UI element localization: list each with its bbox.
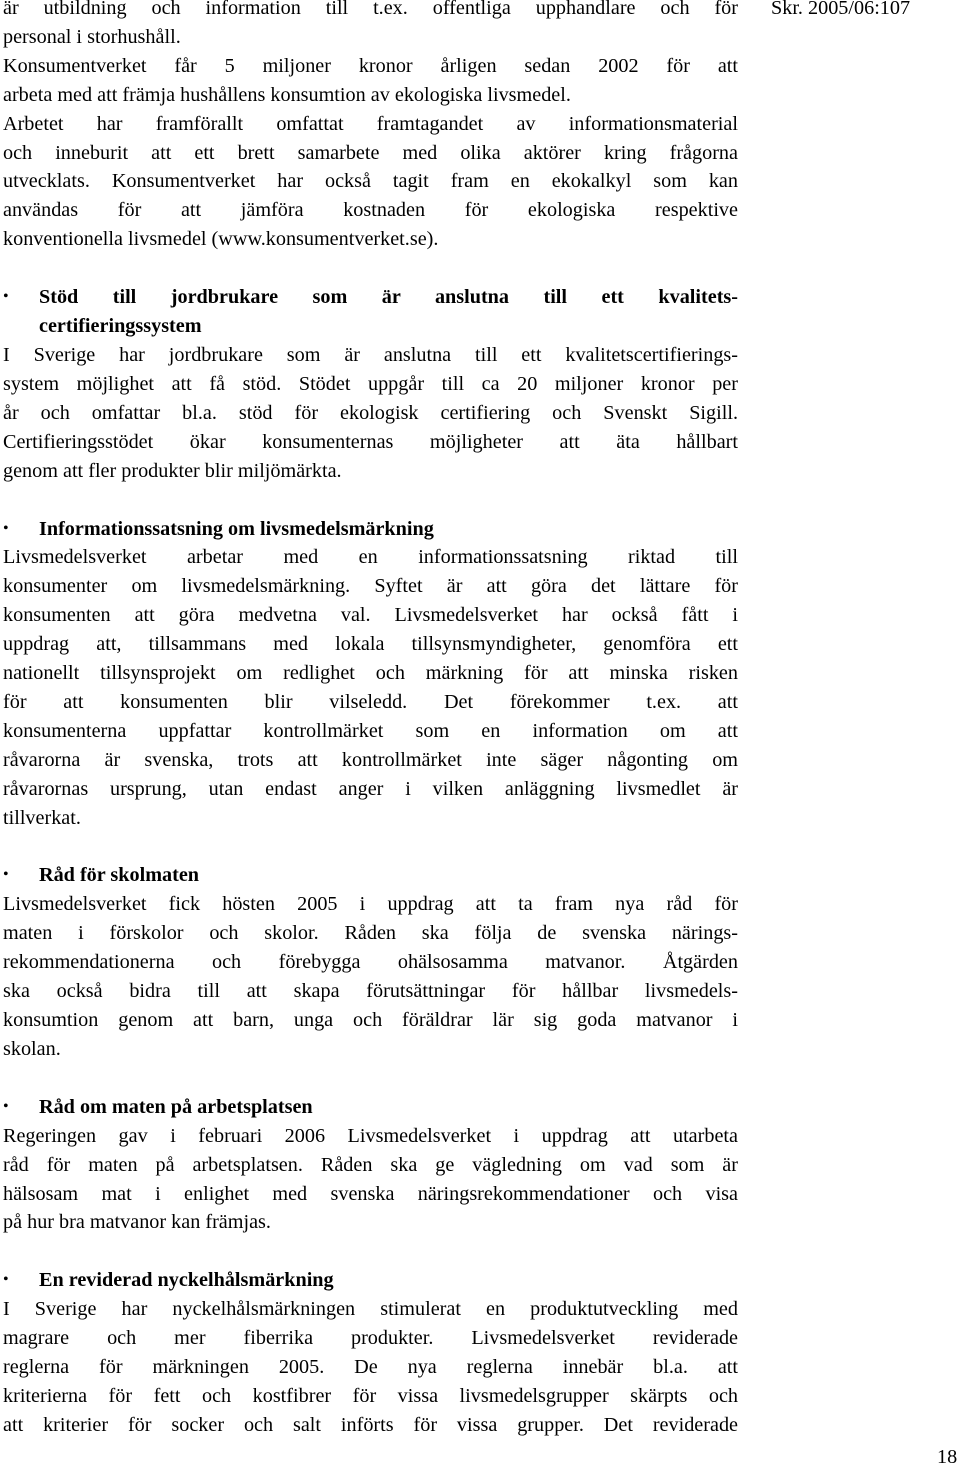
body-line: på hur bra matvanor kan främjas. bbox=[3, 1211, 271, 1234]
intro-line: arbeta med att främja hushållens konsumtion av ekologiska livsmedel. bbox=[3, 83, 571, 106]
heading-line: Stöd till jordbrukare som är anslutna till ett kvalitets- bbox=[39, 286, 738, 309]
intro-line: Konsumentverket får 5 miljoner kronor årligen sedan 2002 för att bbox=[3, 54, 738, 77]
body-line: genom att fler produkter blir miljömärkta. bbox=[3, 459, 342, 482]
section-body bbox=[3, 890, 738, 1063]
body-line: Livsmedelsverket fick hösten 2005 i uppdrag att ta fram nya råd för bbox=[3, 893, 738, 916]
body-line: råvarornas ursprung, utan endast anger i vilken anläggning livsmedlet är bbox=[3, 777, 738, 800]
section-body bbox=[3, 1122, 738, 1238]
intro-line: och inneburit att ett brett samarbete med olika aktörer kring frågorna bbox=[3, 141, 738, 164]
bullet-icon: • bbox=[3, 519, 9, 537]
section-body bbox=[3, 341, 738, 486]
body-line: för att konsumenten blir vilseledd. Det förekommer t.ex. att bbox=[3, 690, 738, 713]
intro-line: personal i storhushåll. bbox=[3, 25, 181, 48]
body-line: maten i förskolor och skolor. Råden ska följa de svenska närings- bbox=[3, 922, 738, 945]
document-body bbox=[3, 0, 738, 1440]
section-heading bbox=[3, 283, 738, 341]
body-line: år och omfattar bl.a. stöd för ekologisk certifiering och Svenskt Sigill. bbox=[3, 401, 738, 424]
body-line: hälsosam mat i enlighet med svenska näringsrekommendationer och visa bbox=[3, 1182, 738, 1205]
body-line: konsumtion genom att barn, unga och föräldrar lär sig goda matvanor i bbox=[3, 1009, 738, 1031]
bullet-icon: • bbox=[3, 866, 9, 884]
body-line: skolan. bbox=[3, 1037, 61, 1060]
intro-line: utvecklats. Konsumentverket har också tagit fram en ekokalkyl som kan bbox=[3, 170, 738, 193]
heading-line: certifieringssystem bbox=[39, 315, 202, 338]
section-arbetsplatsen bbox=[3, 1093, 738, 1238]
body-line: Certifieringsstödet ökar konsumenternas möjligheter att äta hållbart bbox=[3, 430, 738, 453]
heading-line: Råd för skolmaten bbox=[39, 864, 200, 887]
body-line: råvarorna är svenska, trots att kontrollmärket inte säger någonting om bbox=[3, 748, 738, 771]
heading-line: Råd om maten på arbetsplatsen bbox=[39, 1095, 313, 1118]
section-kvalitetscertifiering bbox=[3, 283, 738, 485]
body-line: tillverkat. bbox=[3, 806, 81, 829]
section-heading bbox=[3, 1266, 738, 1295]
intro-line: Arbetet har framförallt omfattat framtagandet av informationsmaterial bbox=[3, 112, 738, 135]
intro-line: användas för att jämföra kostnaden för ekologiska respektive bbox=[3, 199, 738, 222]
body-line: uppdrag att, tillsammans med lokala tillsynsmyndigheter, genomföra ett bbox=[3, 633, 738, 656]
body-line: I Sverige har jordbrukare som är anslutna till ett kvalitetscertifierings- bbox=[3, 343, 738, 366]
intro-paragraph bbox=[3, 0, 738, 254]
body-line: att kriterier för socker och salt införts för vissa grupper. Det reviderade bbox=[3, 1413, 738, 1436]
body-line: råd för maten på arbetsplatsen. Råden ska ge vägledning om vad som är bbox=[3, 1153, 738, 1176]
body-line: kriterierna för fett och kostfibrer för vissa livsmedelsgrupper skärpts och bbox=[3, 1384, 738, 1407]
intro-line: är utbildning och information till t.ex. offentliga upphandlare och för bbox=[3, 0, 738, 19]
section-heading bbox=[3, 515, 738, 544]
section-body bbox=[3, 543, 738, 832]
section-skolmaten bbox=[3, 861, 738, 1063]
bullet-icon: • bbox=[3, 1271, 9, 1289]
body-line: ska också bidra till att skapa förutsättningar för hållbar livsmedels- bbox=[3, 980, 738, 1003]
body-line: magrare och mer fiberrika produkter. Livsmedelsverket reviderade bbox=[3, 1327, 738, 1350]
body-line: I Sverige har nyckelhålsmärkningen stimulerat en produktutveckling med bbox=[3, 1298, 738, 1321]
body-line: konsumenter om livsmedelsmärkning. Syftet är att göra det lättare för bbox=[3, 575, 738, 598]
body-line: system möjlighet att få stöd. Stödet uppgår till ca 20 miljoner kronor per bbox=[3, 372, 738, 395]
section-body bbox=[3, 1295, 738, 1440]
section-heading bbox=[3, 861, 738, 890]
section-informationssatsning bbox=[3, 515, 738, 833]
heading-line: En reviderad nyckelhålsmärkning bbox=[39, 1269, 334, 1292]
body-line: rekommendationerna och förebygga ohälsosamma matvanor. Åtgärden bbox=[3, 951, 738, 974]
section-nyckelhalsmarkning bbox=[3, 1266, 738, 1439]
intro-line: konventionella livsmedel (www.konsumentverket.se). bbox=[3, 228, 439, 251]
page-number: 18 bbox=[937, 1446, 958, 1468]
bullet-icon: • bbox=[3, 1097, 9, 1115]
bullet-icon: • bbox=[3, 288, 9, 306]
body-line: reglerna för märkningen 2005. De nya reglerna innebär bl.a. att bbox=[3, 1356, 738, 1379]
section-heading bbox=[3, 1093, 738, 1122]
body-line: konsumenten att göra medvetna val. Livsmedelsverket har också fått i bbox=[3, 604, 738, 627]
document-reference: Skr. 2005/06:107 bbox=[771, 0, 911, 19]
body-line: konsumenterna uppfattar kontrollmärket som en information om att bbox=[3, 719, 738, 742]
body-line: Regeringen gav i februari 2006 Livsmedelsverket i uppdrag att utarbeta bbox=[3, 1124, 738, 1147]
body-line: nationellt tillsynsprojekt om redlighet och märkning för att minska risken bbox=[3, 662, 738, 685]
heading-line: Informationssatsning om livsmedelsmärkning bbox=[39, 517, 434, 540]
body-line: Livsmedelsverket arbetar med en informationssatsning riktad till bbox=[3, 546, 738, 569]
